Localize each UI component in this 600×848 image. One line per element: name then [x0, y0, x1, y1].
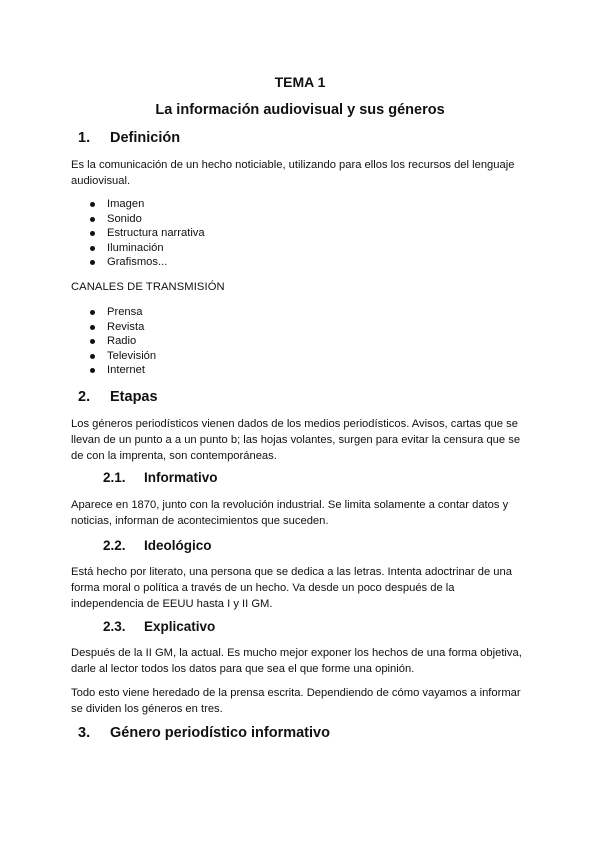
- list-item: Prensa: [90, 305, 156, 320]
- subsection-2-3-line: darle al lector todos los datos para que sea el que forme una opinión.: [71, 663, 415, 675]
- section-1-heading: [78, 130, 478, 150]
- subsection-2-2-line: forma moral o política a través de un hecho. Va desde un poco después de la: [71, 582, 455, 594]
- subsection-2-3-line: Todo esto viene heredado de la prensa escrita. Dependiendo de cómo vayamos a informar: [71, 687, 521, 699]
- subsection-2-3-text: [71, 645, 531, 677]
- list-item: Grafismos...: [90, 255, 205, 270]
- subsection-2-1-line: noticias, informan de acontecimientos que suceden.: [71, 515, 329, 527]
- document-tema: TEMA 1: [274, 74, 326, 90]
- subsection-2-3-line: Después de la II GM, la actual. Es mucho mejor exponer los hechos de una forma objetiva,: [71, 647, 522, 659]
- subsection-2-1-title: Informativo: [144, 470, 218, 485]
- subsection-2-2-heading: [103, 538, 503, 556]
- subsection-2-3-title: Explicativo: [144, 619, 216, 634]
- list-item: Iluminación: [90, 241, 205, 256]
- section-2-title: Etapas: [110, 389, 158, 405]
- subsection-2-2-number: 2.2.: [103, 538, 126, 553]
- section-2-intro-line: llevan de un punto a a un punto b; las hojas volantes, surgen para evitar la censura que se: [71, 434, 521, 446]
- subsection-2-2-text: [71, 564, 531, 612]
- section-1-element-list: [90, 197, 205, 270]
- list-item: Revista: [90, 320, 156, 335]
- section-1-intro: [71, 157, 531, 189]
- section-3-heading: [78, 725, 478, 745]
- subsection-2-2-title: Ideológico: [144, 538, 212, 553]
- list-item: Radio: [90, 334, 156, 349]
- section-2-heading: [78, 389, 478, 409]
- section-1-title: Definición: [110, 130, 181, 146]
- subsection-2-2-line: Está hecho por literato, una persona que se dedica a las letras. Intenta adoctrinar de una: [71, 566, 512, 578]
- subsection-2-2-line: independencia de EEUU hasta I y II GM.: [71, 598, 273, 610]
- channels-list: [90, 305, 156, 378]
- section-2-intro: [71, 416, 531, 464]
- list-item: Imagen: [90, 197, 205, 212]
- section-2-number: 2.: [78, 389, 91, 405]
- list-item: Internet: [90, 363, 156, 378]
- channels-label: CANALES DE TRANSMISIÓN: [71, 281, 225, 293]
- section-3-number: 3.: [78, 725, 91, 741]
- section-2-intro-line: Los géneros periodísticos vienen dados de los medios periodísticos. Avisos, cartas que se: [71, 418, 518, 430]
- subsection-2-3-number: 2.3.: [103, 619, 126, 634]
- section-2-intro-line: de con la imprenta, son contemporáneas.: [71, 450, 277, 462]
- subsection-2-3-line: se dividen los géneros en tres.: [71, 703, 223, 715]
- list-item: Estructura narrativa: [90, 226, 205, 241]
- list-item: Sonido: [90, 212, 205, 227]
- document-subtitle: La información audiovisual y sus géneros: [155, 102, 445, 118]
- section-1-intro-line: Es la comunicación de un hecho noticiable, utilizando para ellos los recursos del lenguaje: [71, 159, 515, 171]
- subsection-2-1-line: Aparece en 1870, junto con la revolución industrial. Se limita solamente a contar datos y: [71, 499, 509, 511]
- subsection-2-1-text: [71, 497, 531, 529]
- subsection-2-1-number: 2.1.: [103, 470, 126, 485]
- subsection-2-3-heading: [103, 619, 503, 637]
- subsection-2-1-heading: [103, 470, 503, 488]
- list-item: Televisión: [90, 349, 156, 364]
- section-3-title: Género periodístico informativo: [110, 725, 330, 741]
- subsection-2-3-text-2: [71, 685, 531, 717]
- section-1-number: 1.: [78, 130, 91, 146]
- section-1-intro-line: audiovisual.: [71, 175, 131, 187]
